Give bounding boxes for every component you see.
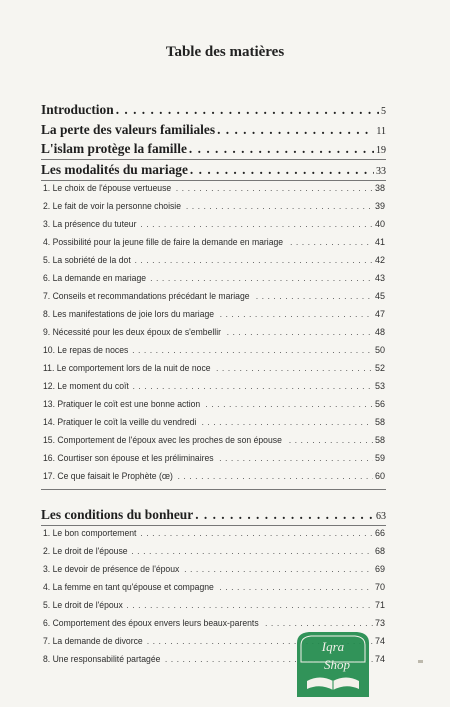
toc-item-title: 1. Le choix de l'épouse vertueuse <box>43 183 172 193</box>
dot-leader <box>290 237 373 247</box>
toc-item[interactable] <box>43 453 385 463</box>
toc-item-title: 2. Le droit de l'épouse <box>43 546 128 556</box>
toc-page-number: 71 <box>374 600 385 610</box>
toc-item[interactable] <box>43 417 385 427</box>
toc-page-number: 68 <box>374 546 385 556</box>
toc-page-number: 50 <box>374 345 385 355</box>
dot-leader <box>195 507 374 523</box>
section-divider <box>41 525 386 526</box>
dot-leader <box>190 162 374 178</box>
toc-section-title: Les modalités du mariage <box>41 162 188 177</box>
toc-item-title: 2. Le fait de voir la personne choisie <box>43 201 182 211</box>
toc-page-number: 70 <box>374 582 385 592</box>
dot-leader <box>219 453 373 463</box>
toc-item[interactable] <box>43 435 385 445</box>
toc-page-number: 5 <box>381 106 386 117</box>
toc-page-number: 48 <box>374 327 385 337</box>
toc-page-number: 33 <box>376 166 386 177</box>
dot-leader <box>131 546 373 556</box>
toc-page-number: 47 <box>374 309 385 319</box>
toc-page-number: 41 <box>374 237 385 247</box>
svg-text:Iqra: Iqra <box>321 639 345 654</box>
toc-page-number: 38 <box>374 183 385 193</box>
toc-page-number: 73 <box>374 618 385 628</box>
toc-page-number: 11 <box>376 126 386 137</box>
dot-leader <box>126 600 373 610</box>
toc-item-title: 4. La femme en tant qu'épouse et compagne <box>43 582 214 592</box>
toc-item[interactable] <box>43 345 385 355</box>
toc-entry-title: Introduction <box>41 102 114 117</box>
toc-item[interactable] <box>43 291 385 301</box>
toc-item[interactable] <box>43 309 385 319</box>
dot-leader <box>135 255 373 265</box>
toc-page-number: 45 <box>374 291 385 301</box>
dot-leader <box>176 183 373 193</box>
toc-item-title: 9. Nécessité pour les deux époux de s'embellir <box>43 327 221 337</box>
toc-page-number: 58 <box>374 417 385 427</box>
toc-page-number: 43 <box>374 273 385 283</box>
dot-leader <box>256 291 373 301</box>
toc-item[interactable] <box>43 582 385 592</box>
toc-item-title: 7. Conseils et recommandations précédant le mariage <box>43 291 250 301</box>
toc-item-title: 6. Comportement des époux envers leurs beaux-parents <box>43 618 259 628</box>
toc-item-title: 7. La demande de divorce <box>43 636 143 646</box>
section-divider <box>41 489 386 490</box>
toc-item[interactable] <box>43 273 385 283</box>
toc-page-number: 59 <box>374 453 385 463</box>
toc-page-number: 74 <box>374 636 385 646</box>
toc-item-title: 4. Possibilité pour la jeune fille de faire la demande en mariage <box>43 237 284 247</box>
dot-leader <box>205 399 373 409</box>
toc-item[interactable] <box>43 363 385 373</box>
dot-leader <box>140 528 373 538</box>
toc-entry-islam-famille[interactable] <box>41 141 386 157</box>
dot-leader <box>265 618 373 628</box>
toc-item-title: 17. Ce que faisait le Prophète (œ) <box>43 471 173 481</box>
toc-page-number: 52 <box>374 363 385 373</box>
scan-speck <box>418 660 423 663</box>
toc-item-title: 16. Courtiser son épouse et les préliminaires <box>43 453 214 463</box>
dot-leader <box>116 102 379 118</box>
toc-page-number: 74 <box>374 654 385 664</box>
toc-item-title: 13. Pratiquer le coït est une bonne action <box>43 399 201 409</box>
toc-item-title: 8. Les manifestations de joie lors du mariage <box>43 309 215 319</box>
toc-item-title: 12. Le moment du coït <box>43 381 129 391</box>
dot-leader <box>216 363 373 373</box>
toc-page-number: 63 <box>376 511 386 522</box>
toc-page-number: 53 <box>374 381 385 391</box>
toc-item[interactable] <box>43 327 385 337</box>
toc-item[interactable] <box>43 219 385 229</box>
toc-item[interactable] <box>43 255 385 265</box>
toc-page-number: 39 <box>374 201 385 211</box>
toc-page-number: 19 <box>376 145 386 156</box>
toc-page-number: 66 <box>374 528 385 538</box>
dot-leader <box>201 417 373 427</box>
section-divider <box>41 159 386 160</box>
section-divider <box>41 180 386 181</box>
dot-leader <box>227 327 373 337</box>
dot-leader <box>217 122 374 138</box>
dot-leader <box>219 582 373 592</box>
toc-item-title: 5. Le droit de l'époux <box>43 600 123 610</box>
toc-entry-perte-valeurs[interactable] <box>41 122 386 138</box>
toc-item-title: 3. La présence du tuteur <box>43 219 137 229</box>
toc-section-heading-conditions[interactable] <box>41 507 386 523</box>
toc-item-title: 10. Le repas de noces <box>43 345 129 355</box>
toc-item[interactable] <box>43 528 385 538</box>
toc-section-heading-modalites[interactable] <box>41 162 386 178</box>
toc-entry-introduction[interactable] <box>41 102 386 118</box>
toc-item[interactable] <box>43 546 385 556</box>
dot-leader <box>140 219 373 229</box>
toc-page-number: 56 <box>374 399 385 409</box>
toc-item-title: 1. Le bon comportement <box>43 528 137 538</box>
toc-item[interactable] <box>43 399 385 409</box>
toc-item[interactable] <box>43 201 385 211</box>
toc-item-title: 14. Pratiquer le coït la veille du vendredi <box>43 417 197 427</box>
toc-item[interactable] <box>43 381 385 391</box>
toc-item-title: 8. Une responsabilité partagée <box>43 654 161 664</box>
toc-section-title: Les conditions du bonheur <box>41 507 194 522</box>
toc-item[interactable] <box>43 237 385 247</box>
dot-leader <box>132 345 373 355</box>
dot-leader <box>150 273 373 283</box>
toc-item-title: 11. Le comportement lors de la nuit de noce <box>43 363 211 373</box>
toc-item[interactable] <box>43 564 385 574</box>
dot-leader <box>289 435 373 445</box>
dot-leader <box>184 564 373 574</box>
book-logo-icon <box>291 629 375 699</box>
toc-entry-title: La perte des valeurs familiales <box>41 122 216 137</box>
toc-page-number: 60 <box>374 471 385 481</box>
toc-item[interactable] <box>43 183 385 193</box>
dot-leader <box>220 309 373 319</box>
toc-item[interactable] <box>43 618 385 628</box>
toc-page-number: 42 <box>374 255 385 265</box>
toc-item[interactable] <box>43 471 385 481</box>
svg-text:Shop: Shop <box>324 657 350 672</box>
toc-item-title: 15. Comportement de l'époux avec les proches de son épouse <box>43 435 282 445</box>
iqra-shop-stamp-logo <box>291 629 375 699</box>
toc-page-number: 40 <box>374 219 385 229</box>
dot-leader <box>189 141 374 157</box>
dot-leader <box>186 201 373 211</box>
dot-leader <box>178 471 373 481</box>
dot-leader <box>133 381 373 391</box>
toc-entry-title: L'islam protège la famille <box>41 141 187 156</box>
toc-item-title: 6. La demande en mariage <box>43 273 147 283</box>
toc-item-title: 3. Le devoir de présence de l'époux <box>43 564 180 574</box>
toc-page-number: 69 <box>374 564 385 574</box>
toc-item-title: 5. La sobriété de la dot <box>43 255 131 265</box>
toc-page-number: 58 <box>374 435 385 445</box>
toc-item[interactable] <box>43 600 385 610</box>
page-title: Table des matières <box>165 44 285 60</box>
